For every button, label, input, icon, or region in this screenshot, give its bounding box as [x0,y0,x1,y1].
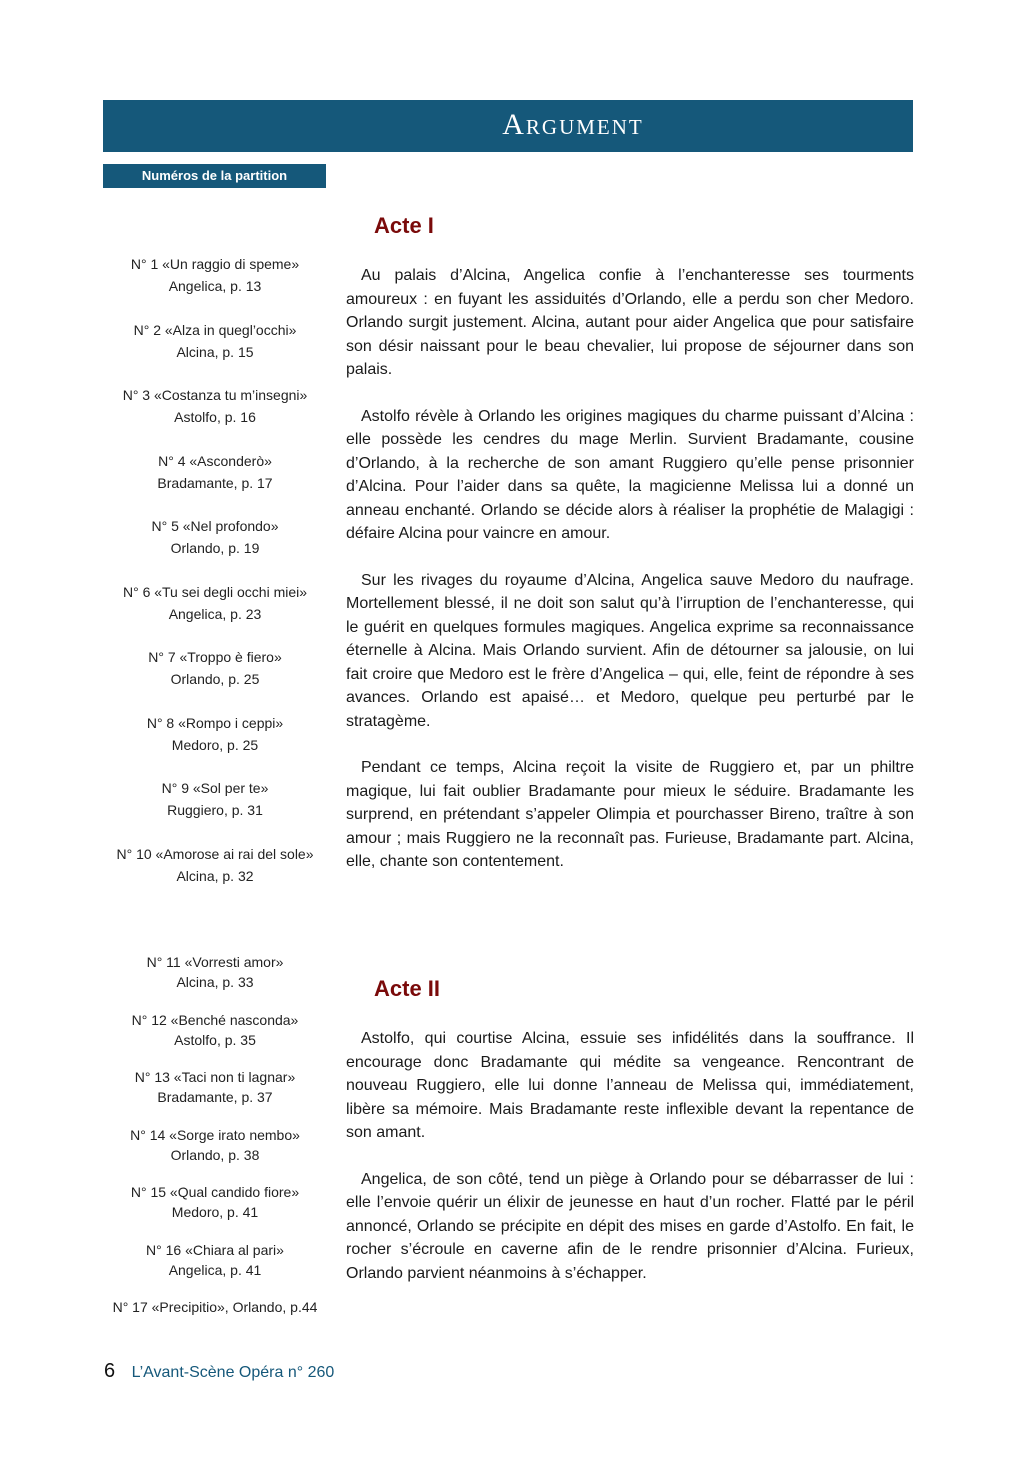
score-number-entry: N° 14 «Sorge irato nembo» Orlando, p. 38 [130,1126,300,1163]
score-number-entry: N° 9 «Sol per te» Ruggiero, p. 31 [161,780,269,818]
publication-name: L’Avant-Scène Opéra n° 260 [131,1364,335,1381]
score-numbers-list-act1 [100,253,330,908]
score-number-entry: N° 8 «Rompo i ceppi» Medoro, p. 25 [146,714,284,753]
score-numbers-list-act2 [100,952,330,1317]
score-number-entry: N° 15 «Qual candido fiore» Medoro, p. 41 [130,1184,300,1220]
score-number-entry: N° 5 «Nel profondo» Orlando, p. 19 [151,518,279,556]
page-footer [104,1360,334,1383]
score-number-entry: N° 12 «Benché nasconda» Astolfo, p. 35 [131,1011,299,1048]
score-number-entry: N° 6 «Tu sei degli occhi miei» Angelica, p. 23 [122,583,308,622]
score-numbers-header: Numéros de la partition [103,164,326,188]
synopsis-paragraph: Au palais d’Alcina, Angelica confie à l’enchanteresse ses tourments amoureux : en fuyant les assiduités d’Orlando, elle a perdu son cher Medoro. Orlando surgit justement. Alcina, autant pour aider Angelica que pour satisfaire son désir naissant pour le beau chevalier, lui propose de séjourner dans son palais. [346,267,914,378]
score-number-entry: N° 2 «Alza in quegl’occhi» Alcina, p. 15 [133,321,297,360]
score-number-entry: N° 11 «Vorresti amor» Alcina, p. 33 [146,954,284,990]
synopsis-paragraph: Pendant ce temps, Alcina reçoit la visite de Ruggiero et, par un philtre magique, lui fait oublier Bradamante pour mieux le séduire. Bradamante les surprend, en prétendant s’appeler Olimpia et pourchasser Bireno, traître à son amour ; mais Ruggiero ne la reconnaît pas. Furieuse, Bradamante part. Alcina, elle, chante son contentement. [346,759,914,870]
act-synopsis [346,264,914,897]
act-heading: Acte II [374,976,441,1001]
score-number-entry: N° 1 «Un raggio di speme» Angelica, p. 13 [130,256,300,294]
score-number-entry: N° 7 «Troppo è fiero» Orlando, p. 25 [148,649,282,687]
score-number-entry: N° 4 «Asconderò» Bradamante, p. 17 [157,452,273,491]
synopsis-paragraph: Sur les rivages du royaume d’Alcina, Angelica sauve Medoro du naufrage. Mortellement blessé, il ne doit son salut qu’à l’irruption de l’enchanteresse, qui le guérit en quelques formules magiques. Angelica exprime sa reconnaissance éternelle à Alcina. Mais Orlando survient. Afin de détourner sa jalousie, on lui fait croire que Medoro est le frère d’Angelica – qui, elle, feint de répondre à ses avances. Orlando est apaisé… et Medoro, quelque peu perturbé par le stratagème. [346,571,914,730]
score-number-entry: N° 16 «Chiara al pari» Angelica, p. 41 [146,1241,284,1278]
synopsis-paragraph: Astolfo révèle à Orlando les origines magiques du charme puissant d’Alcina : elle possède les cendres du mage Merlin. Survient Bradamante, cousine d’Orlando, à la recherche de son amant Ruggiero qu’elle pense prisonnier d’Alcina. Pour l’aider dans sa quête, la magicienne Melissa lui a donné un anneau enchanté. Orlando se décide alors à réaliser la prophétie de Malagigi : défaire Alcina pour vaincre en amour. [346,407,914,542]
score-number-entry: N° 13 «Taci non ti lagnar» Bradamante, p. 37 [134,1069,296,1105]
act-heading: Acte I [374,213,434,238]
page-title: Argument [502,108,644,141]
score-number-entry: N° 3 «Costanza tu m’insegni» Astolfo, p. 16 [122,387,308,425]
title-banner [103,100,913,152]
synopsis-paragraph: Astolfo, qui courtise Alcina, essuie ses infidélités dans la souffrance. Il encourage donc Bradamante qui médite sa vengeance. Rencontrant de nouveau Ruggiero, elle lui donne l’anneau de Melissa qui, immédiatement, libère sa mémoire. Mais Bradamante reste inflexible devant la repentance de son amant. [346,1030,914,1141]
act-synopsis [346,1027,914,1308]
score-number-entry: N° 17 «Precipitio», Orlando, p.44 [112,1299,318,1315]
page-number: 6 [104,1360,116,1382]
synopsis-paragraph: Angelica, de son côté, tend un piège à Orlando pour se débarrasser de lui : elle l’envoie quérir un élixir de jeunesse en haut d’un rocher. Flatté par le péril annoncé, Orlando se précipite en dépit des mises en garde d’Astolfo. En fait, le rocher s’écroule en caverne afin de le rendre prisonnier d’Alcina. Furieux, Orlando parvient néanmoins à s’échapper. [346,1170,914,1282]
score-number-entry: N° 10 «Amorose ai rai del sole» Alcina, p. 32 [116,845,314,884]
